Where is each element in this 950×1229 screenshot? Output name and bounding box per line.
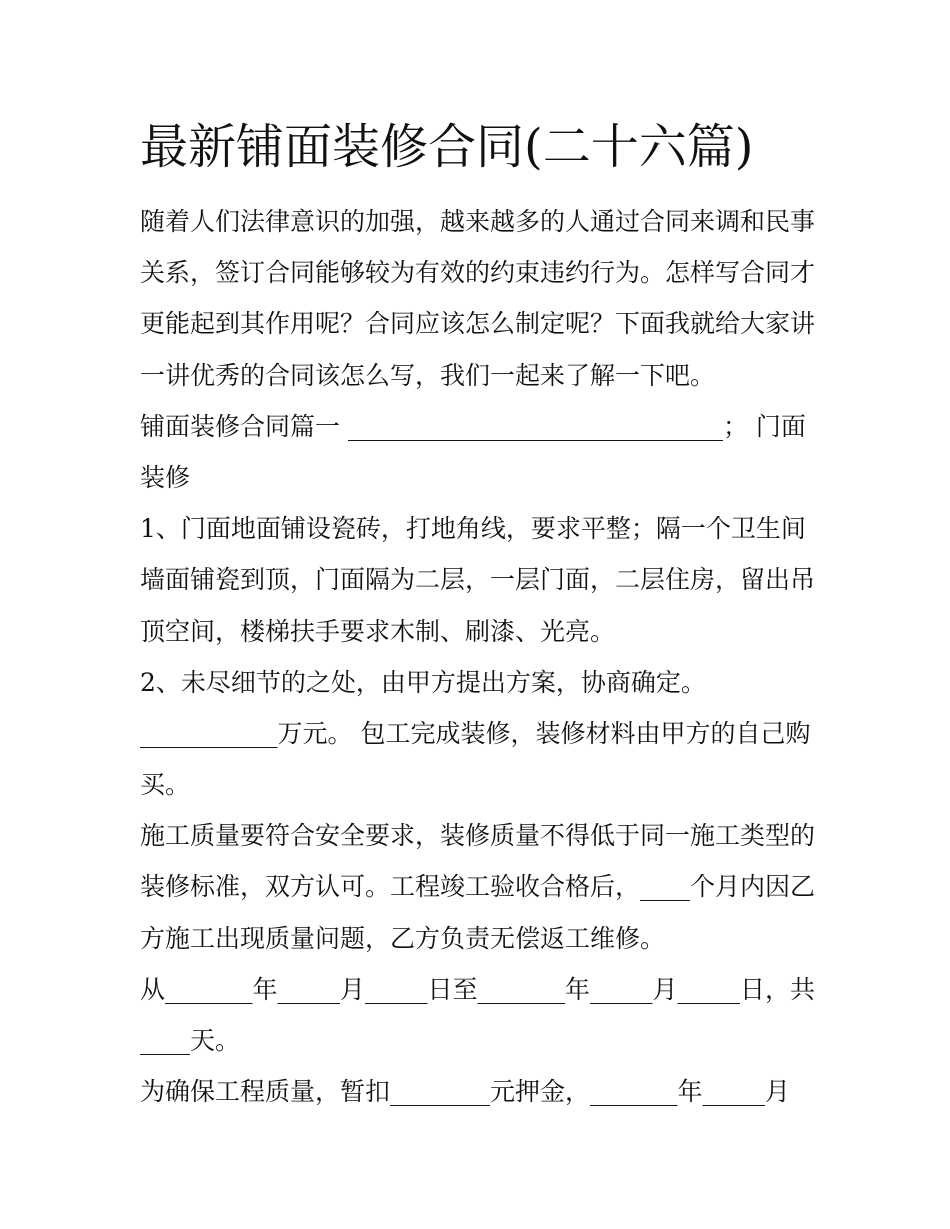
paragraph-line: 买。 <box>140 770 191 800</box>
paragraph-line: 方施工出现质量问题，乙方负责无偿返工维修。 <box>140 923 666 953</box>
paragraph-line: ___________万元。 包工完成装修，装修材料由甲方的自己购 <box>140 718 811 748</box>
paragraph-line: 关系，签订合同能够较为有效的约束违约行为。怎样写合同才 <box>140 258 816 288</box>
paragraph-line: ____天。 <box>140 1026 241 1055</box>
document-title: 最新铺面装修合同(二十六篇) <box>140 119 754 175</box>
paragraph-line: 2、未尽细节的之处，由甲方提出方案，协商确定。 <box>140 667 706 697</box>
document-body <box>140 196 816 1117</box>
paragraph-line: 为确保工程质量，暂扣________元押金，_______年_____月 <box>140 1077 791 1107</box>
paragraph-line: 更能起到其作用呢？合同应该怎么制定呢？下面我就给大家讲 <box>140 309 816 339</box>
paragraph-line: 装修标准，双方认可。工程竣工验收合格后，____个月内因乙 <box>140 872 816 902</box>
paragraph-line: 施工质量要符合安全要求，装修质量不得低于同一施工类型的 <box>140 821 816 851</box>
paragraph-line: 从_______年_____月_____日至_______年_____月_____日，共 <box>140 974 816 1004</box>
paragraph-line: 装修 <box>140 462 191 492</box>
paragraph-line: 顶空间，楼梯扶手要求木制、刷漆、光亮。 <box>140 616 616 646</box>
paragraph-line: 墙面铺瓷到顶，门面隔为二层，一层门面，二层住房，留出吊 <box>140 565 816 595</box>
paragraph-line: 一讲优秀的合同该怎么写，我们一起来了解一下吧。 <box>140 360 716 390</box>
paragraph-line: 铺面装修合同篇一 ______________________________； 门面 <box>140 411 806 441</box>
paragraph-line: 随着人们法律意识的加强，越来越多的人通过合同来调和民事 <box>140 207 816 236</box>
paragraph-line: 1、门面地面铺设瓷砖，打地角线，要求平整；隔一个卫生间 <box>140 514 806 544</box>
